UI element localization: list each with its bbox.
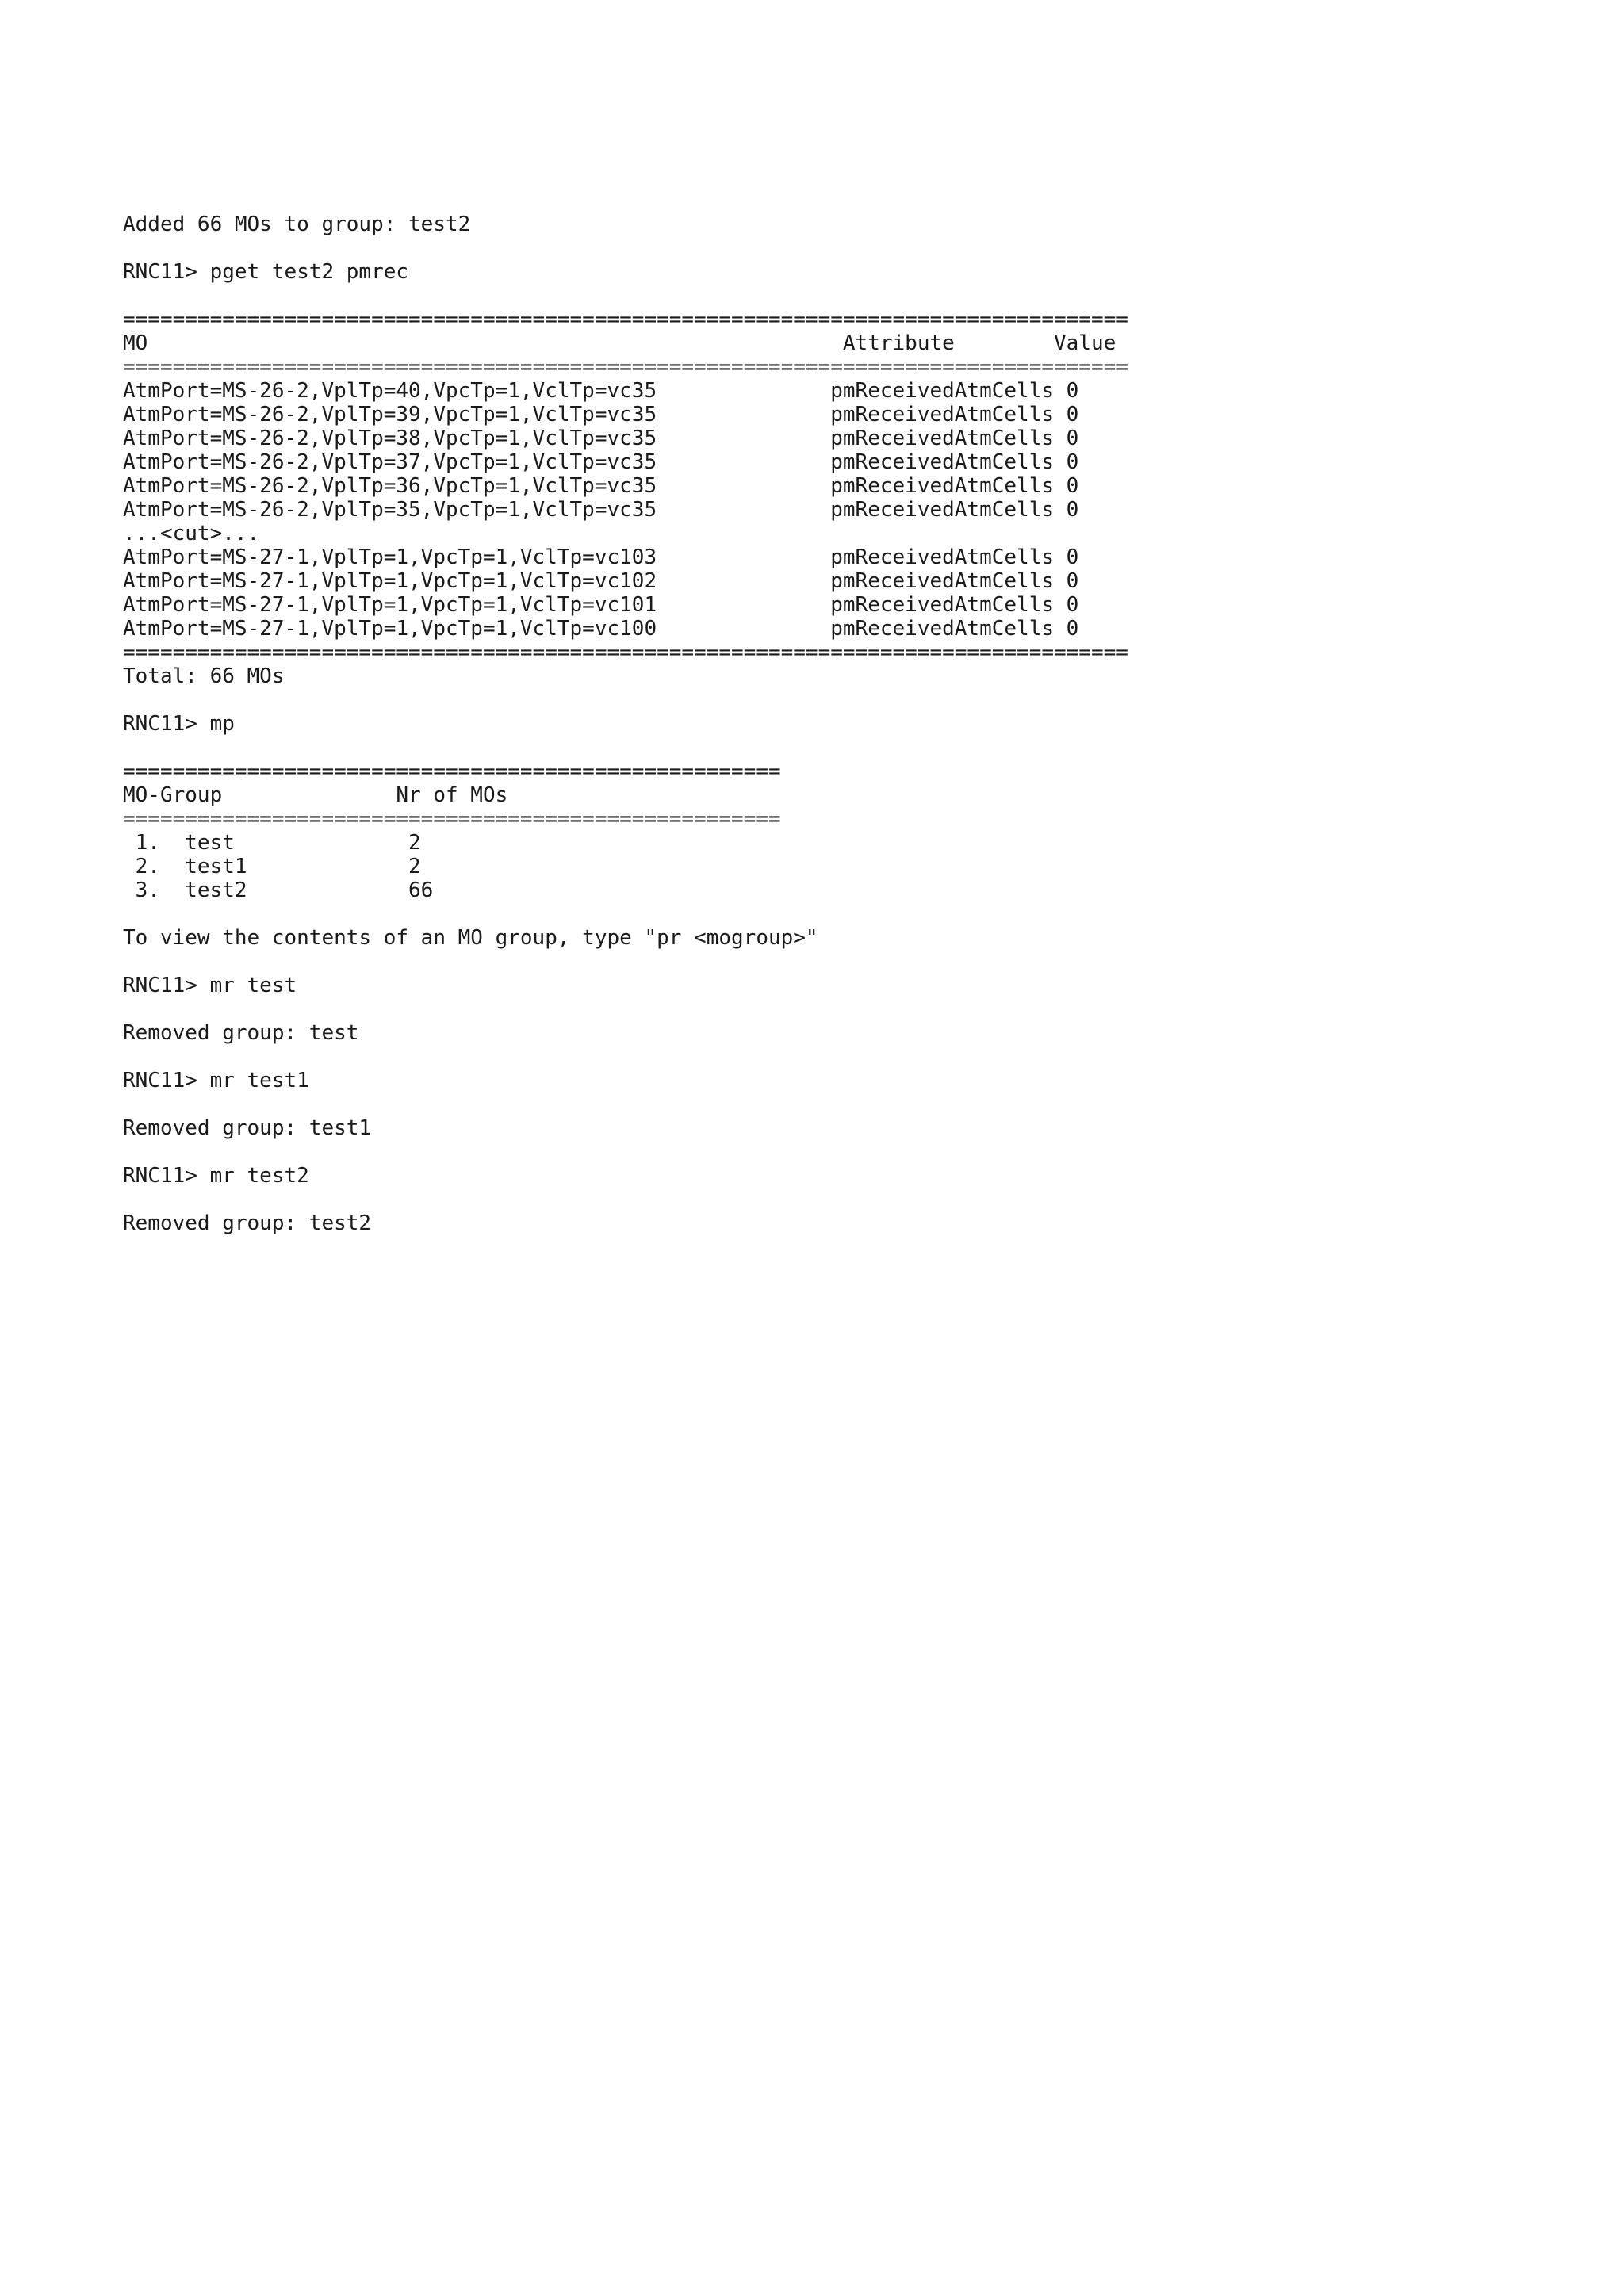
table-row: AtmPort=MS-26-2,VplTp=38,VpcTp=1,VclTp=vc35 pmReceivedAtmCells 0 <box>123 427 1079 450</box>
blank-line <box>123 902 1128 926</box>
table-row: AtmPort=MS-27-1,VplTp=1,VpcTp=1,VclTp=vc102 pmReceivedAtmCells 0 <box>123 569 1079 593</box>
added-message: Added 66 MOs to group: test2 <box>123 212 471 236</box>
table-row: AtmPort=MS-26-2,VplTp=36,VpcTp=1,VclTp=vc35 pmReceivedAtmCells 0 <box>123 474 1079 498</box>
table-row: AtmPort=MS-27-1,VplTp=1,VpcTp=1,VclTp=vc103 pmReceivedAtmCells 0 <box>123 545 1079 569</box>
separator-header: ================================================================================= <box>123 355 1128 379</box>
blank-line <box>123 997 1128 1021</box>
terminal-output <box>123 212 1128 1235</box>
list-item: 1. test 2 <box>123 831 421 855</box>
command-mr-test: RNC11> mr test <box>123 974 297 997</box>
table-row: AtmPort=MS-26-2,VplTp=35,VpcTp=1,VclTp=vc35 pmReceivedAtmCells 0 <box>123 498 1079 522</box>
table-row: AtmPort=MS-26-2,VplTp=39,VpcTp=1,VclTp=vc35 pmReceivedAtmCells 0 <box>123 403 1079 427</box>
separator-top: ================================================================================= <box>123 308 1128 331</box>
table-row: AtmPort=MS-26-2,VplTp=40,VpcTp=1,VclTp=vc35 pmReceivedAtmCells 0 <box>123 379 1079 403</box>
separator-mp-top: ===================================================== <box>123 760 781 783</box>
command-pget: RNC11> pget test2 pmrec <box>123 260 409 284</box>
command-mp: RNC11> mp <box>123 712 235 736</box>
blank-line <box>123 950 1128 974</box>
removed-test2-message: Removed group: test2 <box>123 1211 372 1235</box>
blank-line <box>123 284 1128 308</box>
blank-line <box>123 736 1128 760</box>
command-mr-test1: RNC11> mr test1 <box>123 1069 309 1093</box>
total-message: Total: 66 MOs <box>123 664 285 688</box>
cut-marker: ...<cut>... <box>123 522 260 545</box>
removed-test-message: Removed group: test <box>123 1021 359 1045</box>
blank-line <box>123 1188 1128 1211</box>
separator-mp-header: ===================================================== <box>123 807 781 831</box>
blank-line <box>123 236 1128 260</box>
blank-line <box>123 1093 1128 1116</box>
table-row: AtmPort=MS-27-1,VplTp=1,VpcTp=1,VclTp=vc101 pmReceivedAtmCells 0 <box>123 593 1079 617</box>
table-row: AtmPort=MS-26-2,VplTp=37,VpcTp=1,VclTp=vc35 pmReceivedAtmCells 0 <box>123 450 1079 474</box>
blank-line <box>123 688 1128 712</box>
pget-table-header: MO Attribute Value <box>123 331 1116 355</box>
blank-line <box>123 1140 1128 1164</box>
mp-table-header: MO-Group Nr of MOs <box>123 783 508 807</box>
separator-bottom: ================================================================================= <box>123 641 1128 664</box>
list-item: 2. test1 2 <box>123 855 421 878</box>
blank-line <box>123 1045 1128 1069</box>
removed-test1-message: Removed group: test1 <box>123 1116 372 1140</box>
view-hint: To view the contents of an MO group, type "pr <mogroup>" <box>123 926 818 950</box>
command-mr-test2: RNC11> mr test2 <box>123 1164 309 1188</box>
list-item: 3. test2 66 <box>123 878 434 902</box>
table-row: AtmPort=MS-27-1,VplTp=1,VpcTp=1,VclTp=vc100 pmReceivedAtmCells 0 <box>123 617 1079 641</box>
